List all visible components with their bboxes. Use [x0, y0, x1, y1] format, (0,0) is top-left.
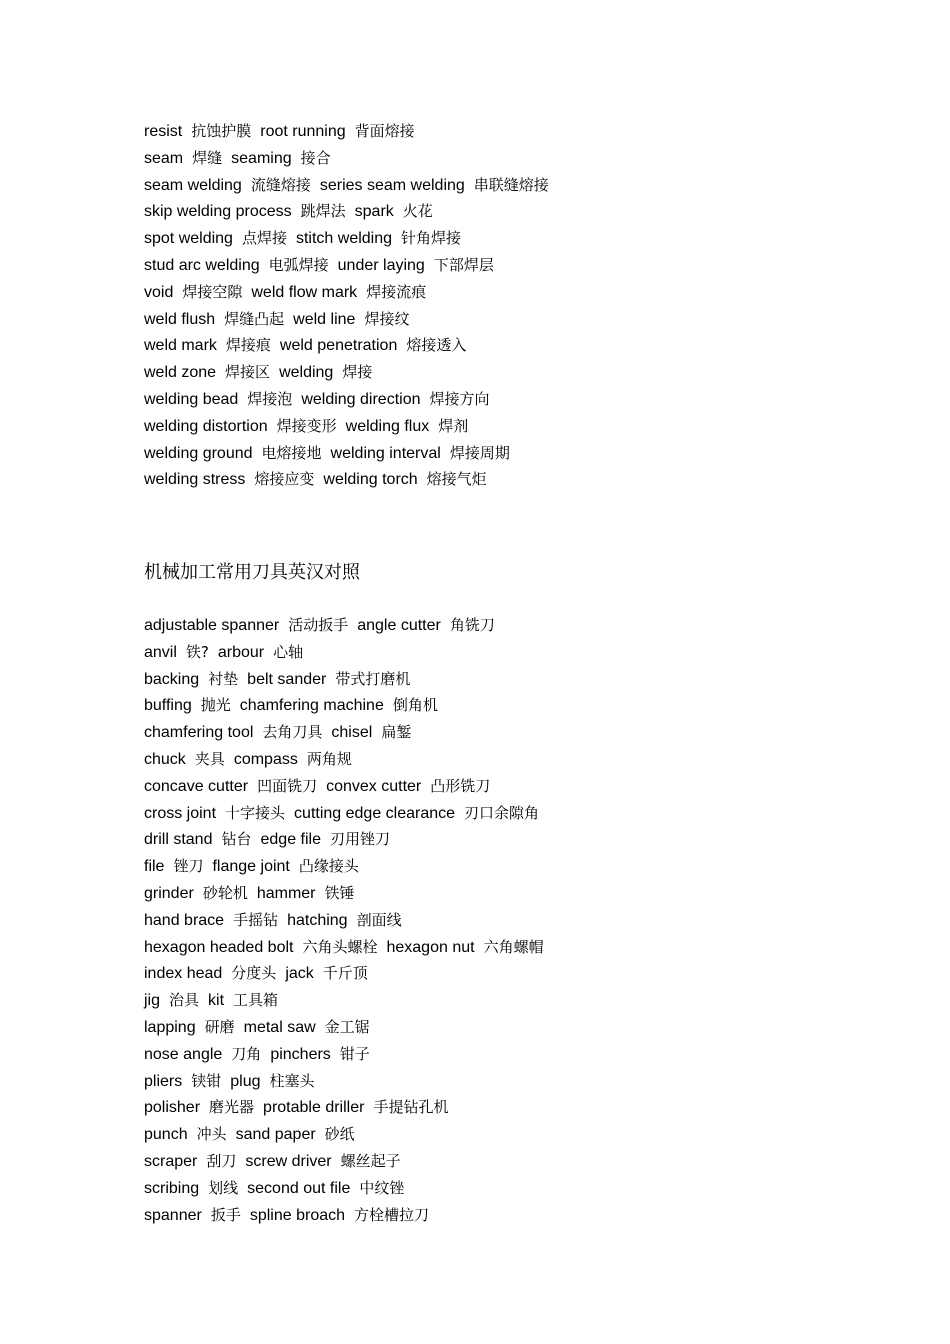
term-english: chamfering tool	[144, 724, 254, 742]
term-chinese: 熔接应变	[254, 470, 315, 489]
term-english: pliers	[144, 1072, 183, 1090]
term-english: welding direction	[301, 390, 421, 408]
term-english: seam	[144, 149, 184, 167]
term-chinese: 砂轮机	[202, 883, 248, 902]
term-chinese: 活动扳手	[288, 616, 349, 634]
term-english: root running	[260, 123, 346, 140]
term-chinese: 铁锤	[324, 883, 355, 902]
term-chinese: 心轴	[273, 642, 304, 661]
term-line	[144, 440, 904, 467]
term-chinese: 凹面铣刀	[257, 776, 318, 795]
term-english: weld line	[293, 310, 356, 328]
term-english: spanner	[144, 1206, 202, 1224]
term-line	[144, 960, 904, 987]
term-line	[144, 853, 904, 880]
term-chinese: 焊接流痕	[366, 282, 427, 301]
term-chinese: 铗钳	[191, 1071, 222, 1090]
term-line	[144, 692, 904, 719]
term-english: buffing	[144, 697, 192, 715]
welding-terms-list	[144, 118, 904, 493]
term-english: polisher	[144, 1099, 201, 1117]
term-line	[144, 332, 904, 359]
term-line	[144, 118, 904, 145]
term-english: spark	[354, 203, 394, 221]
term-english: spot welding	[144, 230, 233, 248]
term-english: chamfering machine	[239, 697, 384, 715]
term-english: welding	[279, 364, 334, 382]
term-chinese: 划线	[208, 1178, 239, 1197]
term-english: weld flush	[144, 310, 216, 328]
term-chinese: 剖面线	[356, 910, 402, 929]
term-chinese: 螺丝起子	[340, 1151, 401, 1170]
term-english: welding interval	[330, 444, 441, 462]
term-chinese: 刀角	[231, 1044, 262, 1063]
term-english: punch	[144, 1126, 188, 1144]
term-english: sand paper	[235, 1126, 316, 1144]
term-english: stud arc welding	[144, 256, 260, 274]
term-english: welding ground	[144, 444, 253, 462]
term-english: belt sander	[247, 670, 327, 688]
term-line	[144, 306, 904, 333]
term-chinese: 衬垫	[208, 669, 239, 688]
term-english: pinchers	[270, 1045, 331, 1063]
term-line	[144, 1121, 904, 1148]
term-english: jig	[144, 992, 161, 1010]
term-english: scraper	[144, 1152, 198, 1170]
term-chinese: 焊接痕	[225, 336, 271, 355]
term-english: compass	[233, 750, 298, 768]
term-english: hand brace	[144, 911, 225, 929]
term-chinese: 分度头	[231, 964, 277, 983]
term-english: stitch welding	[295, 230, 393, 248]
term-english: welding distortion	[144, 417, 268, 435]
term-english: void	[144, 283, 174, 301]
term-line	[144, 252, 904, 279]
term-chinese: 电弧焊接	[268, 255, 329, 274]
term-chinese: 刮刀	[206, 1151, 237, 1170]
term-chinese: 研磨	[204, 1017, 235, 1036]
term-chinese: 焊剂	[438, 416, 469, 435]
term-english: cutting edge clearance	[294, 804, 456, 822]
term-chinese: 抗蚀护膜	[191, 122, 252, 140]
term-line	[144, 1175, 904, 1202]
term-chinese: 冲头	[196, 1125, 227, 1144]
term-chinese: 金工锯	[324, 1017, 370, 1036]
term-english: angle cutter	[357, 617, 441, 634]
term-english: skip welding process	[144, 203, 292, 221]
term-line	[144, 225, 904, 252]
term-chinese: 流缝熔接	[250, 175, 311, 194]
term-english: second out file	[247, 1179, 351, 1197]
term-line	[144, 198, 904, 225]
term-line	[144, 172, 904, 199]
term-chinese: 熔接气炬	[426, 470, 487, 489]
term-english: weld mark	[144, 337, 217, 355]
term-english: lapping	[144, 1018, 196, 1036]
term-english: metal saw	[243, 1018, 316, 1036]
term-chinese: 带式打磨机	[335, 669, 411, 688]
term-chinese: 十字接头	[225, 803, 286, 822]
term-line	[144, 466, 904, 493]
term-english: arbour	[217, 643, 265, 661]
term-chinese: 焊接空隙	[182, 282, 243, 301]
term-english: welding torch	[323, 471, 418, 489]
term-chinese: 倒角机	[392, 696, 438, 715]
term-english: jack	[285, 965, 314, 983]
term-line	[144, 987, 904, 1014]
term-english: welding flux	[345, 417, 430, 435]
term-english: welding bead	[144, 390, 239, 408]
term-english: cross joint	[144, 804, 217, 822]
term-english: spline broach	[249, 1206, 346, 1224]
term-line	[144, 1014, 904, 1041]
term-chinese: 六角螺帽	[483, 937, 544, 956]
term-english: nose angle	[144, 1045, 223, 1063]
term-english: hatching	[287, 911, 348, 929]
section-heading: 机械加工常用刀具英汉对照	[144, 562, 360, 583]
term-line	[144, 359, 904, 386]
term-line	[144, 1148, 904, 1175]
term-chinese: 下部焊层	[433, 255, 494, 274]
term-english: resist	[144, 123, 183, 140]
term-english: hexagon headed bolt	[144, 938, 294, 956]
term-english: scribing	[144, 1179, 200, 1197]
term-line	[144, 1202, 904, 1229]
term-chinese: 抛光	[200, 696, 231, 715]
term-chinese: 千斤顶	[322, 964, 368, 983]
term-english: index head	[144, 965, 223, 983]
term-chinese: 熔接透入	[406, 336, 467, 355]
term-english: adjustable spanner	[144, 617, 280, 634]
term-english: hexagon nut	[386, 938, 475, 956]
term-english: flange joint	[212, 858, 290, 876]
term-chinese: 磨光器	[209, 1098, 255, 1117]
term-chinese: 焊接方向	[429, 389, 490, 408]
term-chinese: 点焊接	[241, 229, 287, 248]
term-english: plug	[230, 1072, 261, 1090]
term-chinese: 凸缘接头	[298, 857, 359, 876]
term-english: seam welding	[144, 176, 242, 194]
term-english: under laying	[337, 256, 425, 274]
term-line	[144, 907, 904, 934]
term-chinese: 焊缝	[192, 148, 223, 167]
term-chinese: 六角头螺栓	[302, 937, 378, 956]
term-chinese: 治具	[169, 991, 200, 1010]
term-chinese: 焊接泡	[247, 389, 293, 408]
term-chinese: 电熔接地	[261, 443, 322, 462]
term-line	[144, 279, 904, 306]
term-english: welding stress	[144, 471, 246, 489]
term-chinese: 焊接	[342, 363, 373, 382]
term-english: chuck	[144, 750, 186, 768]
term-english: weld zone	[144, 364, 217, 382]
term-chinese: 串联缝熔接	[473, 175, 549, 194]
term-chinese: 中纹锉	[359, 1178, 405, 1197]
term-line	[144, 719, 904, 746]
term-chinese: 铁?	[185, 642, 209, 661]
term-chinese: 焊接周期	[449, 443, 510, 462]
cutting-tools-terms-list	[144, 612, 904, 1228]
term-chinese: 手提钻孔机	[373, 1098, 449, 1117]
term-english: file	[144, 858, 165, 876]
term-chinese: 刃口余隙角	[464, 803, 540, 822]
term-line	[144, 746, 904, 773]
term-line	[144, 934, 904, 961]
term-line	[144, 800, 904, 827]
term-chinese: 钳子	[339, 1044, 370, 1063]
term-chinese: 针角焊接	[401, 229, 462, 248]
term-english: drill stand	[144, 831, 213, 849]
term-chinese: 火花	[402, 202, 433, 221]
term-chinese: 凸形铣刀	[430, 776, 491, 795]
term-chinese: 钻台	[221, 830, 252, 849]
term-line	[144, 386, 904, 413]
term-chinese: 背面熔接	[354, 122, 415, 140]
term-chinese: 刃用锉刀	[330, 830, 391, 849]
term-english: series seam welding	[319, 176, 465, 194]
term-english: weld flow mark	[251, 283, 358, 301]
term-english: protable driller	[263, 1099, 365, 1117]
term-english: seaming	[231, 149, 292, 167]
term-line	[144, 826, 904, 853]
term-chinese: 扁錾	[381, 723, 412, 742]
term-chinese: 手摇钻	[233, 910, 279, 929]
term-line	[144, 612, 904, 639]
term-chinese: 扳手	[210, 1205, 241, 1224]
term-chinese: 焊接区	[225, 363, 271, 382]
term-english: grinder	[144, 884, 194, 902]
term-english: kit	[208, 992, 225, 1010]
term-chinese: 锉刀	[173, 857, 204, 876]
term-line	[144, 880, 904, 907]
term-english: screw driver	[245, 1152, 332, 1170]
term-line	[144, 1041, 904, 1068]
term-chinese: 砂纸	[324, 1125, 355, 1144]
term-chinese: 去角刀具	[262, 723, 323, 742]
term-chinese: 焊缝凸起	[224, 309, 285, 328]
term-english: weld penetration	[279, 337, 398, 355]
term-line	[144, 1068, 904, 1095]
term-chinese: 焊接纹	[364, 309, 410, 328]
term-english: hammer	[256, 884, 316, 902]
term-line	[144, 1094, 904, 1121]
term-chinese: 焊接变形	[276, 416, 337, 435]
term-line	[144, 773, 904, 800]
term-english: convex cutter	[326, 777, 422, 795]
term-english: edge file	[260, 831, 321, 849]
term-english: anvil	[144, 643, 177, 661]
term-line	[144, 413, 904, 440]
term-chinese: 工具箱	[233, 991, 279, 1010]
term-english: concave cutter	[144, 777, 249, 795]
term-chinese: 夹具	[194, 749, 225, 768]
term-chinese: 两角规	[306, 749, 352, 768]
term-chinese: 接合	[300, 148, 331, 167]
term-english: chisel	[331, 724, 373, 742]
term-chinese: 角铣刀	[449, 616, 495, 634]
term-line	[144, 639, 904, 666]
term-chinese: 柱塞头	[269, 1071, 315, 1090]
term-chinese: 方栓槽拉刀	[354, 1205, 430, 1224]
term-chinese: 跳焊法	[300, 202, 346, 221]
term-line	[144, 145, 904, 172]
term-english: backing	[144, 670, 200, 688]
term-line	[144, 666, 904, 693]
